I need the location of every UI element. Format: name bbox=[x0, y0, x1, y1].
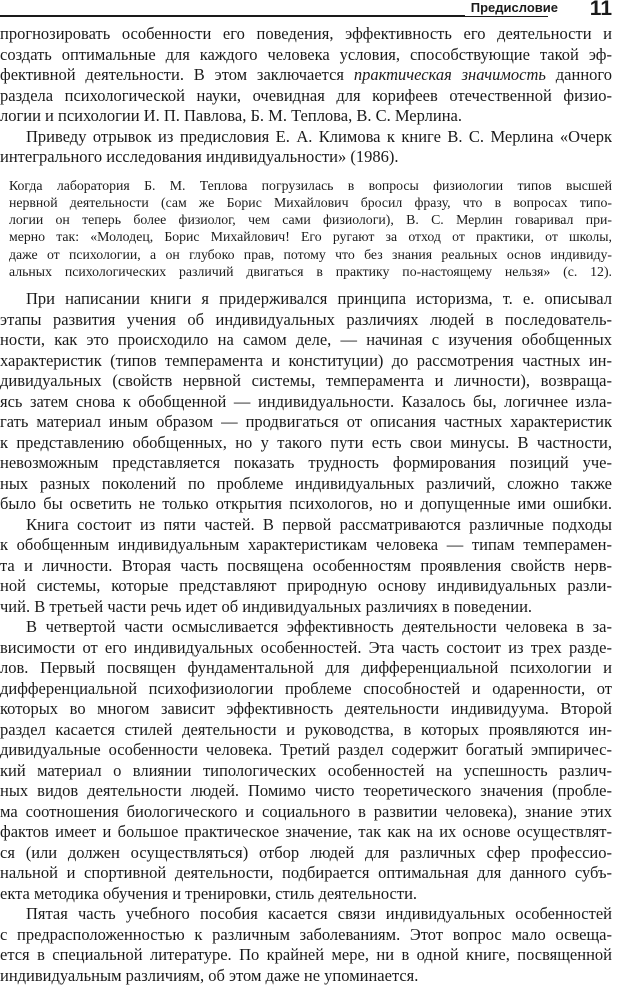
text-segment: данного bbox=[555, 65, 612, 84]
quote-line: мерно так: «Молодец, Борис Михайлович! Его ругают за отход от практики, от школы, bbox=[9, 229, 612, 245]
text-line: этапы развития учения об индивидуальных различиях людей в последователь- bbox=[0, 309, 612, 329]
text-line: создать оптимальные для каждого человека условия, способствующие такой эф- bbox=[0, 44, 612, 64]
paragraph bbox=[0, 289, 612, 515]
text-line: В четвертой части осмысливается эффективность деятельности человека в за- bbox=[26, 617, 612, 637]
text-line: фактов имеет и большое практическое значение, так как на их основе осуществлят- bbox=[0, 822, 612, 842]
text-line: ся (или должен осуществляться) отбор людей для различных сфер профессио- bbox=[0, 842, 612, 862]
text-line: с предрасположенностью к различным заболеваниям. Этот вопрос мало освеща- bbox=[0, 924, 612, 944]
text-line: гать материал иным образом — продвигаться от описания частных характеристик bbox=[0, 412, 612, 432]
quote-line: даже от психологии, а он глубоко прав, потому что без знания реальных основ индивиду- bbox=[9, 246, 612, 262]
text-line: ясь затем снова к обобщенной — индивидуальности. Казалось бы, логичнее изла- bbox=[0, 391, 612, 411]
page-number: 11 bbox=[589, 0, 612, 20]
text-line: Приведу отрывок из предисловия Е. А. Климова к книге В. С. Мерлина «Очерк bbox=[26, 126, 612, 146]
text-line: кий материал о влиянии типологических особенностей на успешность различ- bbox=[0, 760, 612, 780]
paragraph bbox=[0, 127, 612, 168]
text-line: дивидуальных (свойств нервной системы, темперамента и личности), возвраща- bbox=[0, 371, 612, 391]
paragraph bbox=[0, 515, 612, 618]
page-body bbox=[0, 24, 612, 986]
text-line: ных разных поколений по проблеме индивидуальных различий, сложно также bbox=[0, 473, 612, 493]
text-line: Пятая часть учебного пособия касается связи индивидуальных особенностей bbox=[26, 904, 612, 924]
running-header bbox=[0, 0, 620, 22]
text-line: дифференциальной психофизиологии проблеме способностей и одаренности, от bbox=[0, 678, 612, 698]
paragraph bbox=[0, 617, 612, 904]
block-quote bbox=[9, 177, 612, 281]
text-line: ма соотношения биологического и социального в развитии человека), знание этих bbox=[0, 801, 612, 821]
text-line: Книга состоит из пяти частей. В первой рассматриваются различные подходы bbox=[26, 514, 612, 534]
text-line: ется в специальной литературе. По крайней мере, ни в одной книге, посвященной bbox=[0, 945, 612, 965]
text-line: та и личности. Вторая часть посвящена особенностям проявления свойств нерв- bbox=[0, 555, 612, 575]
emphasis-phrase: практическая значимость bbox=[353, 65, 546, 84]
paragraph bbox=[0, 24, 612, 127]
text-line: лов. Первый посвящен фундаментальной для дифференциальной психологии и bbox=[0, 658, 612, 678]
quote-line: Когда лаборатория Б. М. Теплова погрузилась в вопросы физиологии типов высшей bbox=[9, 177, 612, 193]
paragraph bbox=[0, 904, 612, 986]
text-line: ности, как это происходило на самом деле, — начиная с изучения обобщенных bbox=[0, 330, 612, 350]
text-line: было бы осветить не только открытия психологов, но и допущенные ими ошибки. bbox=[0, 494, 612, 514]
text-line bbox=[0, 65, 612, 86]
text-line: ной системы, которые представляют природную основу индивидуальных разли- bbox=[0, 576, 612, 596]
text-line: нальной и спортивной деятельности, подбирается оптимальная для данного субъ- bbox=[0, 863, 612, 883]
text-line: прогнозировать особенности его поведения, эффективность его деятельности и bbox=[0, 24, 612, 43]
text-line: невозможным представляется показать трудность формирования позиций уче- bbox=[0, 453, 612, 473]
text-line: которых во многом зависит эффективность деятельности индивидуума. Второй bbox=[0, 699, 612, 719]
text-line: При написании книги я придерживался принципа историзма, т. е. описывал bbox=[26, 289, 612, 309]
text-line: характеристик (типов темперамента и конституции) до рассмотрения частных ин- bbox=[0, 350, 612, 370]
text-line: раздел касается стилей деятельности и руководства, в которых проявляются ин- bbox=[0, 719, 612, 739]
section-title: Предисловие bbox=[465, 0, 558, 16]
text-line: индивидуальным различиям, об этом даже не упоминается. bbox=[0, 965, 419, 985]
text-line: чий. В третьей части речь идет об индивидуальных различиях в поведении. bbox=[0, 596, 533, 616]
text-line: к представлению обобщенных, но у такого пути есть свои минусы. В частности, bbox=[0, 432, 612, 452]
quote-line: альных психологических различий двигаться в практику по-настоящему нельзя» (с. 12). bbox=[9, 263, 612, 279]
quote-line: логии он теперь более физиолог, чем сами физиологи), В. С. Мерлин говаривал при- bbox=[9, 212, 612, 228]
text-line: интегрального исследования индивидуальности» (1986). bbox=[0, 147, 399, 166]
text-line: к обобщенным индивидуальным характеристикам человека — типам темперамен- bbox=[0, 535, 612, 555]
text-line: екта методика обучения и тренировки, стиль деятельности. bbox=[0, 883, 418, 903]
text-line: раздела психологической науки, очевидная для корифеев отечественной физио- bbox=[0, 85, 612, 105]
quote-line: нервной деятельности (сам же Борис Михайлович бросил фразу, что в вопросах типо- bbox=[9, 194, 612, 210]
text-segment: фективной деятельности. В этом заключается bbox=[0, 65, 344, 84]
text-line: дивидуальные особенности человека. Третий раздел содержит богатый эмпиричес- bbox=[0, 740, 612, 760]
text-line: ных видов деятельности людей. Помимо чисто теоретического значения (пробле- bbox=[0, 781, 612, 801]
text-line: логии и психологии И. П. Павлова, Б. М. Теплова, В. С. Мерлина. bbox=[0, 106, 462, 125]
text-line: висимости от его индивидуальных особенностей. Эта часть состоит из трех разде- bbox=[0, 637, 612, 657]
